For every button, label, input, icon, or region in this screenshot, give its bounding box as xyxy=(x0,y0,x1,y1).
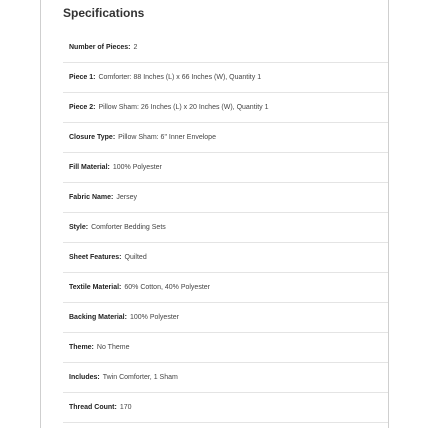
spec-key: Sheet Features: xyxy=(69,254,122,261)
spec-value: Pillow Sham: 26 Inches (L) x 20 Inches (W), Quantity 1 xyxy=(98,104,269,111)
spec-row-thread-count xyxy=(63,393,388,423)
spec-row-fabric-name xyxy=(63,183,388,213)
spec-row-theme xyxy=(63,333,388,363)
spec-key: Includes: xyxy=(69,374,100,381)
spec-key: Theme: xyxy=(69,344,94,351)
spec-row-style xyxy=(63,213,388,243)
spec-key: Piece 1: xyxy=(69,74,96,81)
spec-value: Comforter Bedding Sets xyxy=(91,224,166,231)
spec-value: Comforter: 88 Inches (L) x 66 Inches (W), Quantity 1 xyxy=(98,74,262,81)
spec-key: Number of Pieces: xyxy=(69,44,131,51)
spec-value: 60% Cotton, 40% Polyester xyxy=(124,284,210,291)
spec-value: Pillow Sham: 6" Inner Envelope xyxy=(118,134,216,141)
spec-value: 100% Polyester xyxy=(129,314,179,321)
spec-value: No Theme xyxy=(96,344,130,351)
spec-value: 170 xyxy=(119,404,132,411)
spec-key: Backing Material: xyxy=(69,314,127,321)
spec-row-piece-1 xyxy=(63,63,388,93)
spec-value: 2 xyxy=(133,44,138,51)
spec-row-backing-material xyxy=(63,303,388,333)
spec-value: 100% Polyester xyxy=(112,164,162,171)
spec-row-sheet-features xyxy=(63,243,388,273)
spec-key: Fabric Name: xyxy=(69,194,114,201)
specifications-panel xyxy=(40,0,389,428)
spec-key: Fill Material: xyxy=(69,164,110,171)
spec-key: Thread Count: xyxy=(69,404,117,411)
spec-row-number-of-pieces xyxy=(63,33,388,63)
specifications-title: Specifications xyxy=(63,6,145,20)
spec-row-closure-type xyxy=(63,123,388,153)
spec-value: Twin Comforter, 1 Sham xyxy=(102,374,178,381)
specifications-list xyxy=(63,33,388,423)
spec-row-fill-material xyxy=(63,153,388,183)
spec-value: Jersey xyxy=(116,194,137,201)
spec-key: Closure Type: xyxy=(69,134,116,141)
spec-row-textile-material xyxy=(63,273,388,303)
spec-key: Textile Material: xyxy=(69,284,122,291)
spec-value: Quilted xyxy=(124,254,147,261)
spec-row-includes xyxy=(63,363,388,393)
spec-key: Style: xyxy=(69,224,89,231)
spec-row-piece-2 xyxy=(63,93,388,123)
spec-key: Piece 2: xyxy=(69,104,96,111)
